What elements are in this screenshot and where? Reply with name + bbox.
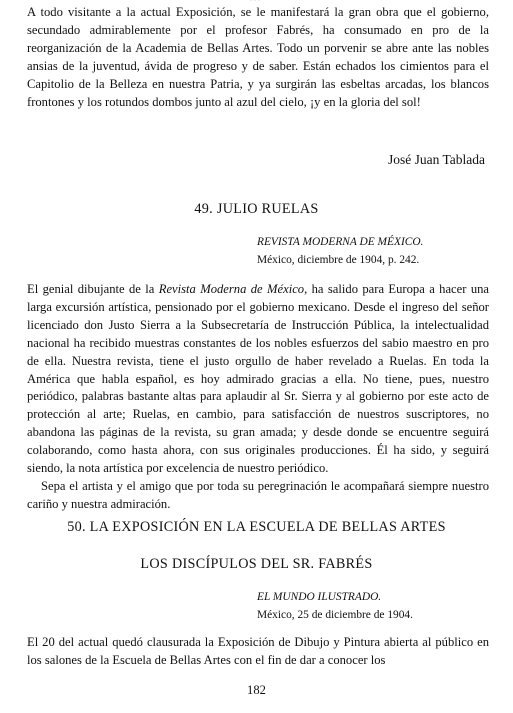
- section-50-source-publication: EL MUNDO ILUSTRADO.: [257, 591, 382, 603]
- section-49-source-date: México, diciembre de 1904, p. 242.: [257, 254, 420, 266]
- signature: José Juan Tablada: [387, 152, 485, 167]
- intro-paragraph: A todo visitante a la actual Exposición, se le manifestará la gran obra que el gobierno, secundado admirablemente por el profesor Fabrés, ha consumado en pro de la reorganización de la Academia de Bellas Artes. Todo un porvenir se abre ante las nobles ansias de la juventud, ávida de progreso y de saber. Están echados los cimientos para el Capitolio de la Belleza en nuestra Patria, y ya surgirán las esbeltas arcadas, los blancos frontones y los rotundos dombos junto al azul del cielo, ¡y en la gloria del sol!: [27, 5, 489, 109]
- section-49-paragraph-1-rest: , ha salido para Europa a hacer una larga excursión artística, pensionado por el gobierno mexicano. Desde el ingreso del señor licenciado don Justo Sierra a la Subsecretaría de Instrucción Pública, la intelectualidad nacional ha recibido muestras constantes de los nobles esfuerzos del sabio maestro en pro de ella. Nuestra revista, tiene el justo orgullo de haber revelado a Ruelas. En toda la América que habla español, es hoy admirado gracias a ella. No tiene, pues, nuestro periódico, palabras bastante altas para aplaudir al Sr. Sierra y al gobierno por este acto de protección al arte; Ruelas, en cambio, para satisfacción de nuestros suscriptores, no abandona las páginas de la revista, su gran amada; y desde donde se encuentre seguirá colaborando, como hasta ahora, con sus originales producciones. Él ha sido, y seguirá siendo, la nota artística por excelencia de nuestro periódico.: [27, 282, 489, 476]
- section-49-body: [27, 281, 489, 514]
- page-number: 182: [247, 683, 266, 697]
- top-edge-mark: ···: [250, 0, 262, 3]
- section-50-body: [27, 634, 489, 670]
- section-49-source-publication: REVISTA MODERNA DE MÉXICO.: [257, 236, 424, 248]
- section-50-heading: 50. LA EXPOSICIÓN EN LA ESCUELA DE BELLAS ARTES: [67, 519, 446, 535]
- section-49-heading: 49. JULIO RUELAS: [194, 201, 319, 217]
- section-50-paragraph-1: El 20 del actual quedó clausurada la Exposición de Dibujo y Pintura abierta al público en los salones de la Escuela de Bellas Artes con el fin de dar a conocer los: [27, 635, 489, 667]
- section-49-paragraph-1-italic: Revista Moderna de México: [158, 282, 305, 296]
- section-50-subheading: LOS DISCÍPULOS DEL SR. FABRÉS: [140, 556, 373, 572]
- section-49-paragraph-1: [27, 281, 489, 478]
- section-49-paragraph-1-start: El genial dibujante de la: [27, 282, 159, 296]
- section-49-paragraph-2: Sepa el artista y el amigo que por toda su peregrinación le acompañará siempre nuestro cariño y nuestra admiración.: [27, 478, 489, 511]
- section-50-source-date: México, 25 de diciembre de 1904.: [257, 609, 413, 621]
- section-50-source: [257, 588, 413, 624]
- section-49-source: [257, 233, 423, 269]
- intro-block: [27, 4, 489, 111]
